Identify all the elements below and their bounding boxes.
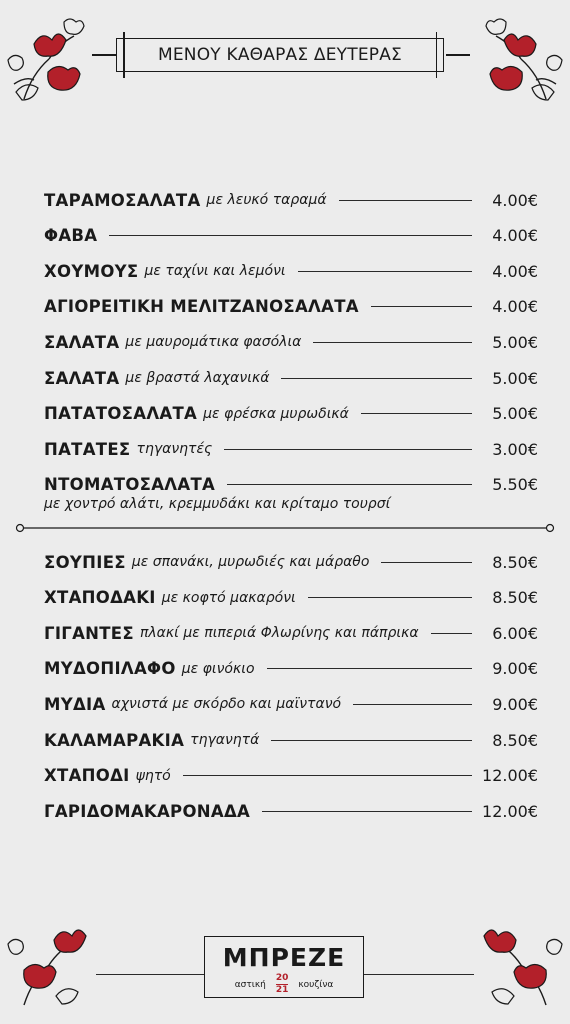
- menu-item-name: ΠΑΤΑΤΟΣΑΛΑΤΑ: [44, 404, 198, 424]
- section-divider: [14, 522, 556, 534]
- menu-item-price: 9.00€: [492, 694, 538, 714]
- menu-item-name: ΧΟΥΜΟΥΣ: [44, 261, 139, 281]
- menu-item: [44, 652, 538, 686]
- menu-item-description: τηγανητές: [136, 441, 213, 458]
- leader-line: [183, 775, 472, 776]
- page-title: ΜΕΝΟΥ ΚΑΘΑΡΑΣ ΔΕΥΤΕΡΑΣ: [116, 38, 444, 72]
- brand-name: ΜΠΡΕΖΕ: [222, 943, 346, 972]
- leader-line: [308, 597, 472, 598]
- menu-item-price: 4.00€: [492, 226, 538, 246]
- menu-item-description: με ταχίνι και λεμόνι: [144, 263, 286, 280]
- menu-item-name: ΧΤΑΠΟΔΑΚΙ: [44, 588, 156, 608]
- leader-line: [313, 342, 472, 343]
- menu-item: [44, 432, 538, 466]
- menu-title-frame: [92, 30, 470, 80]
- menu-item: [44, 794, 538, 828]
- menu-item-description: πλακί με πιπεριά Φλωρίνης και πάπρικα: [139, 625, 419, 642]
- menu-item-price: 9.00€: [492, 659, 538, 679]
- menu-item-description: ψητό: [135, 767, 171, 784]
- menu-item-price: 5.00€: [492, 332, 538, 352]
- menu-item-price: 4.00€: [492, 297, 538, 317]
- menu-item-name: ΠΑΤΑΤΕΣ: [44, 439, 131, 459]
- menu-item-price: 6.00€: [492, 623, 538, 643]
- menu-item-name: ΦΑΒΑ: [44, 226, 98, 246]
- menu-item-price: 5.00€: [492, 368, 538, 388]
- menu-item-description: με φινόκιο: [181, 660, 255, 677]
- brand-tagline-left: αστική: [234, 979, 266, 990]
- menu-item-description: με κοφτό μακαρόνι: [161, 589, 296, 606]
- leader-line: [381, 562, 472, 563]
- menu-item-name: ΚΑΛΑΜΑΡΑΚΙΑ: [44, 730, 185, 750]
- menu-item-description: με λευκό ταραμά: [206, 192, 327, 208]
- tulip-flowers-icon: [4, 14, 94, 104]
- menu-item: [44, 616, 538, 650]
- menu-item-price: 4.00€: [492, 190, 538, 210]
- menu-item-name: ΜΥΔΙΑ: [44, 694, 106, 714]
- menu-item: [44, 361, 538, 395]
- menu-item-name: ΑΓΙΟΡΕΙΤΙΚΗ ΜΕΛΙΤΖΑΝΟΣΑΛΑΤΑ: [44, 297, 359, 317]
- menu-item: [44, 397, 538, 431]
- leader-line: [431, 633, 472, 634]
- brand-tagline: [235, 974, 334, 995]
- menu-item: [44, 581, 538, 615]
- leader-line: [339, 200, 472, 201]
- menu-item-price: 8.50€: [492, 552, 538, 572]
- leader-line: [371, 306, 472, 307]
- leader-line: [262, 811, 472, 812]
- menu-item-description: με βραστά λαχανικά: [125, 370, 270, 386]
- menu-item: [44, 290, 538, 324]
- menu-item: [44, 219, 538, 253]
- menu-item-name: ΓΑΡΙΔΟΜΑΚΑΡΟΝΑΔΑ: [44, 801, 251, 821]
- menu-item-name: ΣΑΛΑΤΑ: [44, 368, 120, 388]
- menu-item-price: 12.00€: [482, 766, 538, 786]
- leader-line: [298, 271, 472, 272]
- brand-box: [204, 936, 364, 998]
- menu-item: [44, 723, 538, 757]
- leader-line: [267, 668, 472, 669]
- menu-item-description: αχνιστά με σκόρδο και μαϊντανό: [111, 696, 342, 713]
- menu-item-name: ΣΑΛΑΤΑ: [44, 332, 120, 352]
- menu-item: [44, 254, 538, 288]
- menu-item-price: 5.50€: [492, 475, 538, 495]
- leader-line: [227, 484, 472, 485]
- tulip-flowers-icon: [476, 14, 566, 104]
- menu-item-price: 3.00€: [492, 439, 538, 459]
- menu-item-description: με σπανάκι, μυρωδιές και μάραθο: [131, 554, 370, 570]
- brand-year: 20 21: [275, 973, 289, 995]
- menu-item-name: ΤΑΡΑΜΟΣΑΛΑΤΑ: [44, 190, 201, 210]
- menu-item: [44, 759, 538, 793]
- menu-item-price: 4.00€: [492, 261, 538, 281]
- menu-item-price: 12.00€: [482, 801, 538, 821]
- menu-item: [44, 468, 538, 512]
- menu-item-description: με μαυρομάτικα φασόλια: [125, 334, 302, 351]
- brand-logo: [96, 936, 474, 1000]
- menu-item-name: ΝΤΟΜΑΤΟΣΑΛΑΤΑ: [44, 475, 216, 495]
- menu-item-name: ΧΤΑΠΟΔΙ: [44, 766, 130, 786]
- menu-item: [44, 183, 538, 217]
- tulip-flowers-icon: [4, 920, 94, 1010]
- menu-item-name: ΜΥΔΟΠΙΛΑΦΟ: [44, 659, 176, 679]
- menu-item-description: με φρέσκα μυρωδικά: [203, 405, 349, 422]
- menu-item: [44, 325, 538, 359]
- leader-line: [109, 235, 472, 236]
- menu-item-description: τηγανητά: [190, 732, 260, 748]
- menu-item-subdescription: με χοντρό αλάτι, κρεμμυδάκι και κρίταμο τουρσί: [44, 495, 391, 512]
- brand-tagline-right: κουζίνα: [298, 979, 334, 990]
- leader-line: [361, 413, 472, 414]
- leader-line: [271, 740, 472, 741]
- menu-item-price: 8.50€: [492, 588, 538, 608]
- leader-line: [281, 378, 472, 379]
- menu-item: [44, 687, 538, 721]
- tulip-flowers-icon: [476, 920, 566, 1010]
- leader-line: [353, 704, 472, 705]
- menu-item-price: 8.50€: [492, 730, 538, 750]
- menu-item-name: ΣΟΥΠΙΕΣ: [44, 552, 126, 572]
- menu-item: [44, 545, 538, 579]
- leader-line: [224, 449, 472, 450]
- menu-item-name: ΓΙΓΑΝΤΕΣ: [44, 623, 134, 643]
- menu-item-price: 5.00€: [492, 404, 538, 424]
